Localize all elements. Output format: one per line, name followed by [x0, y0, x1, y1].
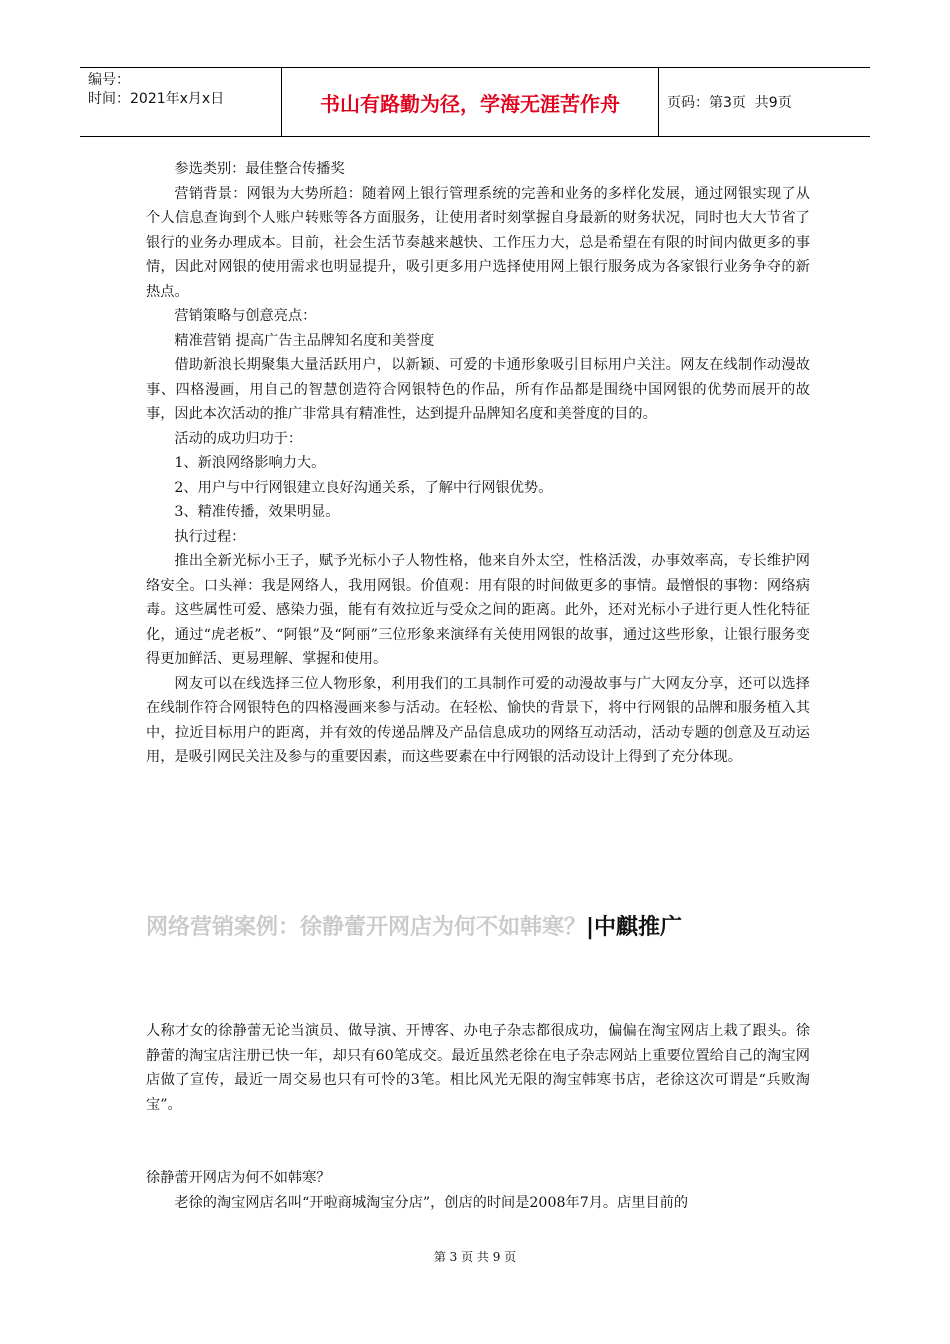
paragraph: 营销背景：网银为大势所趋：随着网上银行管理系统的完善和业务的多样化发展，通过网银实现了从个人信息查询到个人账户转账等各方面服务，让使用者时刻掌握自身最新的财务状况，同时也大大节省了银行的业务办理成本。目前，社会生活节奏越来越快、工作压力大，总是希望在有限的时间内做更多的事情，因此对网银的使用需求也明显提升，吸引更多用户选择使用网上银行服务成为各家银行业务争夺的新热点。: [146, 185, 810, 300]
case-title: [146, 910, 846, 941]
date-label: 时间：2021年x月x日: [88, 91, 225, 107]
paragraph: 活动的成功归功于：: [174, 430, 303, 447]
header-motto-cell: [282, 68, 659, 136]
paragraph: 1、新浪网络影响力大。: [174, 455, 326, 471]
paragraph: 人称才女的徐静蕾无论当演员、做导演、开博客、办电子杂志都很成功，偏偏在淘宝网店上栽了跟头。徐静蕾的淘宝店注册已快一年，却只有60笔成交。最近虽然老徐在电子杂志网站上重要位置给自己的淘宝网店做了宣传，最近一周交易也只有可怜的3笔。相比风光无限的淘宝韩寒书店，老徐这次可谓是“兵败淘宝”。: [146, 1023, 810, 1113]
paragraph: 老徐的淘宝网店名叫“开啦商城淘宝分店”，创店的时间是2008年7月。店里目前的: [174, 1194, 689, 1211]
section-bank-campaign: [146, 157, 810, 770]
paragraph: 精准营销 提高广告主品牌知名度和美誉度: [174, 332, 435, 349]
paragraph: 2、用户与中行网银建立良好沟通关系，了解中行网银优势。: [174, 479, 553, 496]
motto-text: 书山有路勤为径，学海无涯苦作舟: [320, 91, 620, 116]
paragraph: 营销策略与创意亮点：: [174, 308, 317, 324]
section-case-detail: [146, 1166, 810, 1215]
paragraph: 3、精准传播，效果明显。: [174, 504, 340, 520]
subtitle: 徐静蕾开网店为何不如韩寒？: [146, 1170, 331, 1186]
paragraph: 参选类别：最佳整合传播奖: [174, 161, 345, 177]
paragraph: 推出全新光标小王子，赋予光标小子人物性格，他来自外太空，性格活泼，办事效率高，专长维护网络安全。口头禅：我是网络人，我用网银。价值观：用有限的时间做更多的事情。最憎恨的事物：网络病毒。这些属性可爱、感染力强，能有有效拉近与受众之间的距离。此外，还对光标小子进行更人性化特征化，通过“虎老板”、“阿银”及“阿丽”三位形象来演绎有关使用网银的故事，通过这些形象，让银行服务变得更加鲜活、更易理解、掌握和使用。: [146, 553, 810, 667]
case-title-suffix: |中麒推广: [586, 915, 683, 940]
number-label: 编号：: [88, 72, 130, 88]
case-title-main: 网络营销案例：徐静蕾开网店为何不如韩寒？: [146, 915, 587, 940]
page-info: 页码：第3页 共9页: [667, 95, 792, 111]
header-left-cell: [80, 68, 282, 136]
page-footer: 第 3 页 共 9 页: [433, 1250, 517, 1264]
section-case-intro: [146, 1019, 810, 1117]
paragraph: 借助新浪长期聚集大量活跃用户，以新颖、可爱的卡通形象吸引目标用户关注。网友在线制作动漫故事、四格漫画，用自己的智慧创造符合网银特色的作品，所有作品都是围绕中国网银的优势而展开的故事，因此本次活动的推广非常具有精准性，达到提升品牌知名度和美誉度的目的。: [146, 357, 810, 422]
header-page-cell: [659, 68, 870, 136]
paragraph: 网友可以在线选择三位人物形象，利用我们的工具制作可爱的动漫故事与广大网友分享，还可以选择在线制作符合网银特色的四格漫画来参与活动。在轻松、愉快的背景下，将中行网银的品牌和服务植入其中，拉近目标用户的距离，并有效的传递品牌及产品信息成功的网络互动活动，活动专题的创意及互动运用，是吸引网民关注及参与的重要因素，而这些要素在中行网银的活动设计上得到了充分体现。: [146, 675, 810, 765]
header-table: [80, 67, 870, 137]
paragraph: 执行过程：: [174, 528, 246, 545]
